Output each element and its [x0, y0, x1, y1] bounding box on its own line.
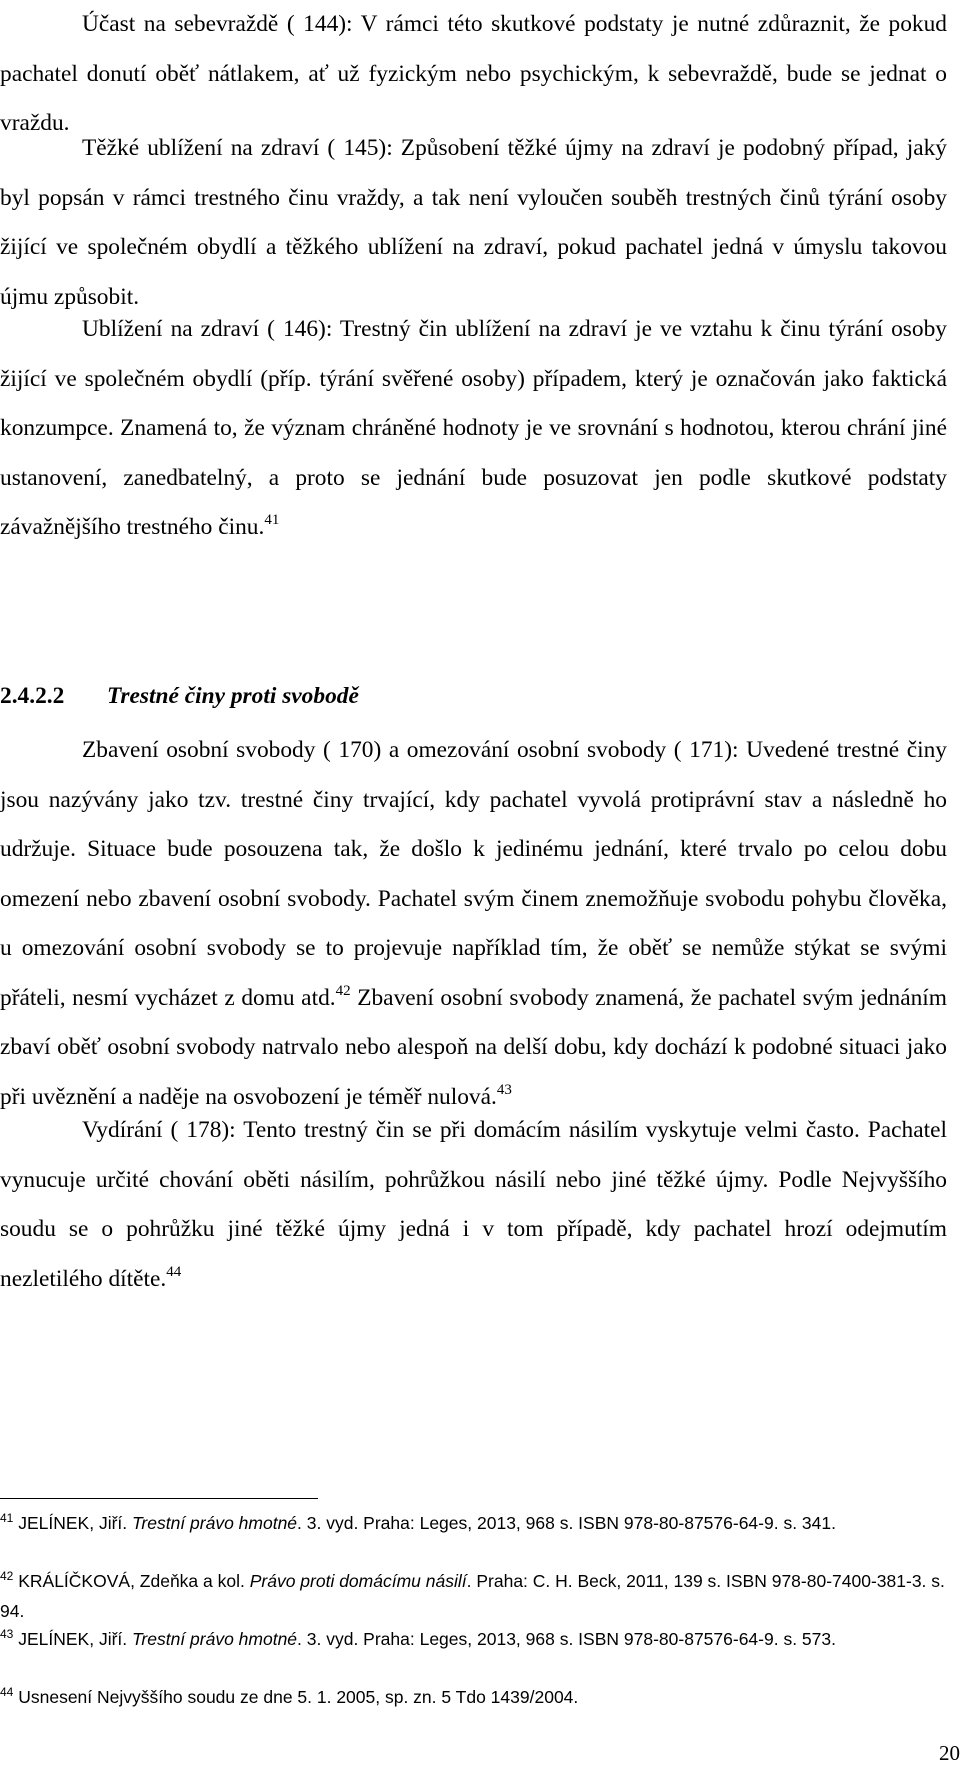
- footnote-number: 44: [0, 1685, 14, 1699]
- paragraph-bodily-harm: [0, 305, 947, 553]
- section-heading: [0, 676, 359, 716]
- footnote-reference[interactable]: 44: [166, 1263, 182, 1280]
- footnote-number: 41: [0, 1511, 14, 1525]
- footnote-number: 42: [0, 1569, 14, 1583]
- section-number: 2.4.2.2: [0, 683, 65, 709]
- footnote-separator: [0, 1498, 318, 1499]
- paragraph-text: Těžké ublížení na zdraví ( 145): Způsobení těžké újmy na zdraví je podobný případ, jaký byl popsán v rámci trestného činu vraždy, a tak není vyloučen souběh trestných činů týrání osoby žijící ve společném obydlí a těžkého ublížení na zdraví, pokud pachatel jedná v úmyslu takovou újmu způsobit.: [0, 135, 947, 310]
- footnote-number: 43: [0, 1627, 14, 1641]
- footnote-text: KRÁLÍČKOVÁ, Zdeňka a kol.: [13, 1571, 250, 1591]
- footnote-reference[interactable]: 41: [264, 512, 280, 528]
- paragraph-deprivation-of-liberty: [0, 726, 947, 1122]
- footnote-text: JELÍNEK, Jiří.: [13, 1629, 132, 1649]
- footnote-42: [0, 1567, 947, 1626]
- page-number: 20: [939, 1741, 960, 1765]
- paragraph-text: Účast na sebevraždě ( 144): V rámci této skutkové podstaty je nutné zdůraznit, že pokud pachatel donutí oběť nátlakem, ať už fyzickým nebo psychickým, k sebevraždě, bude se jednat o vraždu.: [0, 11, 947, 136]
- paragraph-text: Zbavení osobní svobody znamená, že pachatel svým jednáním zbaví oběť osobní svobody natrvalo nebo alespoň na delší dobu, kdy dochází k podobné situaci jako při uvěznění a naděje na osvobození je téměř nulová.: [0, 984, 947, 1110]
- footnote-43: [0, 1625, 947, 1655]
- footnote-44: [0, 1683, 947, 1713]
- footnote-book-title: Trestní právo hmotné: [132, 1513, 298, 1533]
- footnote-text: . 3. vyd. Praha: Leges, 2013, 968 s. ISBN 978-80-87576-64-9. s. 341.: [297, 1513, 836, 1533]
- footnote-text: JELÍNEK, Jiří.: [13, 1513, 132, 1533]
- footnote-reference[interactable]: 43: [496, 1081, 512, 1098]
- paragraph-text: Vydírání ( 178): Tento trestný čin se při domácím násilím vyskytuje velmi často. Pachatel vynucuje určité chování oběti násilím, pohrůžkou násilí nebo jiné těžké újmy. Podle Nejvyššího soudu se o pohrůžku jiné těžké újmy jedná i v tom případě, kdy pachatel hrozí odejmutím nezletilého dítěte.: [0, 1117, 947, 1292]
- paragraph-text: Ublížení na zdraví ( 146): Trestný čin ublížení na zdraví je ve vztahu k činu týrání osoby žijící ve společném obydlí (příp. týrání svěřené osoby) případem, který je označován jako faktická konzumpce. Znamená to, že význam chráněné hodnoty je ve srovnání s hodnotou, kterou chrání jiné ustanovení, zanedbatelný, a proto se jednání bude posuzovat jen podle skutkové podstaty závažnějšího trestného činu.: [0, 316, 947, 540]
- footnote-41: [0, 1509, 947, 1539]
- paragraph-grievous-bodily-harm: [0, 124, 947, 322]
- paragraph-extortion: [0, 1106, 947, 1304]
- footnote-book-title: Právo proti domácímu násilí: [249, 1571, 467, 1591]
- paragraph-text: Zbavení osobní svobody ( 170) a omezování osobní svobody ( 171): Uvedené trestné činy jsou nazývány jako tzv. trestné činy trvající, kdy pachatel vyvolá protiprávní stav a následně ho udržuje. Situace bude posouzena tak, že došlo k jedinému jednání, které trvalo po celou dobu omezení nebo zbavení osobní svobody. Pachatel svým činem znemožňuje svobodu pohybu člověka, u omezování osobní svobody se to projevuje například tím, že oběť se nemůže stýkat se svými přáteli, nesmí vycházet z domu atd.: [0, 737, 947, 1011]
- section-title: Trestné činy proti svobodě: [107, 683, 359, 709]
- footnote-text: Usnesení Nejvyššího soudu ze dne 5. 1. 2005, sp. zn. 5 Tdo 1439/2004.: [13, 1687, 579, 1707]
- footnote-book-title: Trestní právo hmotné: [132, 1629, 298, 1649]
- footnote-text: . 3. vyd. Praha: Leges, 2013, 968 s. ISBN 978-80-87576-64-9. s. 573.: [297, 1629, 836, 1649]
- footnote-text: . Praha: C. H. Beck, 2011, 139 s. ISBN 978-80-7400-381-3. s. 94.: [0, 1571, 945, 1621]
- footnote-reference[interactable]: 42: [335, 982, 351, 999]
